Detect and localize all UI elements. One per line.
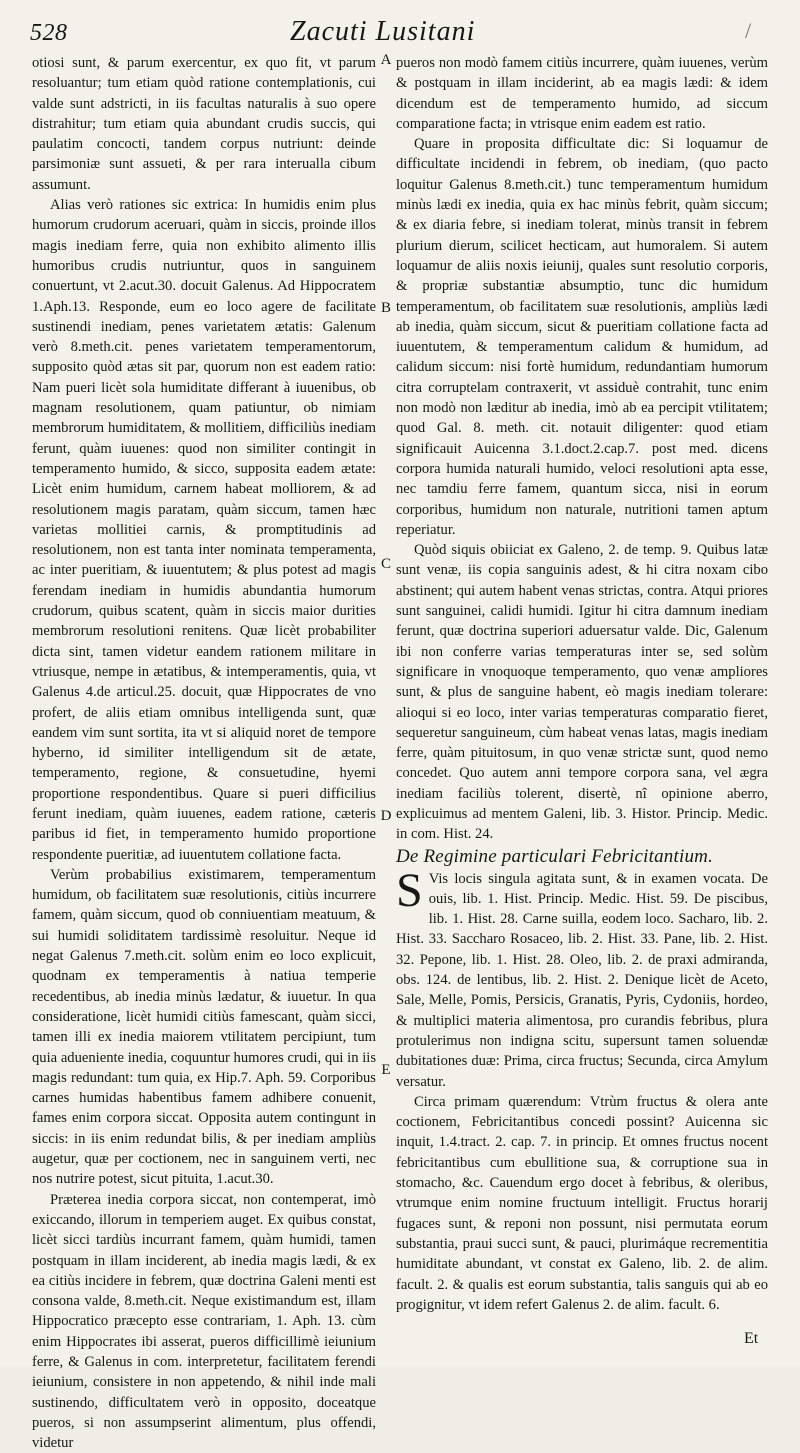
- margin-marker-a: A: [380, 52, 392, 68]
- margin-marker-d: D: [380, 808, 392, 824]
- left-paragraph: Alias verò rationes sic extrica: In humidis enim plus humorum crudorum aceruari, quàm in siccis, proinde illos magis inediam ferre, quia non exhibito alimento illis humoribus crudis nutriuntur, quos in sanguinem conuertunt, vt 2.acut.30. docuit Galenus. Ad Hippocratem 1.Aph.13. Responde, eum eo loco agere de facilitate sustinendi inediam, penes varietatem ætatis: Galenum verò 8.meth.cit. penes varietatem temperamentorum, supposito quòd ætas sit par, quorum non est eadem ratio: Nam pueri licèt sola humiditate differant à iuuenibus, ob magnam resolutionem, quam patiuntur, ob nimiam membrorum humiditatem, & mollitiem, difficiliùs inediam ferunt, quàm iuuenes: quod non similiter contingit in temperamento humido, & sicco, supposita eadem ætate: Licèt enim humidum, carnem habeat molliorem, & ad resolutionem magis paratam, quàm siccum, tamen hæc varietas mollitiei carnis, & promptitudinis ad resolutionem, non est tanta inter nominata temperamenta, ac inter pueritiam, & iuuentutem; & plus potest ad magis ferendam inediam in humidis abundantia humorum crudorum, quibus scatent, quàm in siccis maior durities membrorum resolutioni renitens. Quæ licèt probabiliter dicta sint, tamen videtur eandem rationem militare in vtriusque, nempe in ætatibus, & intemperamentis, quia, vt Galenus 4.de articul.25. docuit, quæ Hippocrates de vno profert, de aliis etiam omnibus intelligenda sunt, quæ eandem vim sunt sortita, ita vt si aliquid noret de tempore hyberno, id similiter intelligendum sit de ætate, temperamento, regione, & consuetudine, hyemi proportione respondentibus. Quare si pueri difficilius ferunt inediam, quàm iuuenes, eadem ratione, cæteris paribus id fiet, in temperamento humido proportione respondente pueritiæ, ad iuuentutem collatione facta.: [32, 197, 376, 863]
- right-paragraph: Circa primam quærendum: Vtrùm fructus & olera ante coctionem, Febricitantibus concedi possint? Auicenna sic inquit, 1.4.tract. 2. cap. 7. in princip. Et omnes fructus nocent febricitantibus cum ebullitione sua, & corruptione sua in stomacho, &c. Cauendum ergo docet à febribus, & oleribus, vtrumque enim nomine fructuum intelligit. Fructus horarij fugaces sunt, & reponi non possunt, nisi permutata eorum substantia, praui succi sunt, & pauci, plurimáque recrementitia humiditate abundant, vt constat ex Galeno, lib. 2. de alim. facult. 2. & qualis est eorum substantia, talis sanguis qui ab eo progignitur, vt idem refert Galenus 2. de alim. facult. 6.: [396, 1093, 768, 1313]
- margin-marker-c: C: [380, 556, 391, 572]
- page-number: 528: [30, 20, 68, 46]
- dropcap-paragraph: [396, 863, 768, 1092]
- corner-mark: /: [745, 18, 752, 43]
- left-column: [32, 53, 376, 1453]
- dropcap-letter: S: [396, 863, 423, 917]
- dropcap-paragraph-text: Vis locis singula agitata sunt, & in examen vocata. De ouis, lib. 1. Hist. Princip. Medic. Hist. 59. De piscibus, lib. 1. Hist. 28. Carne suilla, eodem loco. Sacharo, lib. 2. Hist. 33. Saccharo Rosaceo, lib. 2. Hist. 33. Pane, lib. 2. Hist. 32. Pepone, lib. 1. Hist. 28. Oleo, lib. 2. de praxi admiranda, obs. 124. de lentibus, lib. 2. Hist. 2. Denique licèt de Aceto, Sale, Melle, Pomis, Persicis, Granatis, Pyris, Cydoniis, hordeo, & multiplici materia alimentosa, pro curandis febribus, plura protulerimus non indigna scitu, supersunt tamen soluendæ dubitationes duæ: Prima, circa fructus; Secunda, circa Amylum versatur.: [396, 870, 768, 1090]
- catchword: Et: [744, 1330, 759, 1347]
- page-header: [0, 14, 800, 54]
- left-paragraph: Præterea inedia corpora siccat, non contemperat, imò exiccando, illorum in temperiem auget. Ex quibus constat, licèt sicci tardiùs incurrant famem, quàm humidi, tamen postquam in illam inciderent, ab inedia magis lædi, & ex ea citiùs incidere in febrem, quæ doctrina Galeni menti est consona valde, 8.meth.cit. Neque existimandum est, illam Hippocratico præcepto esse contrariam, 1. Aph. 13. cùm enim Hippocrates ibi asserat, pueros difficillimè ieiunium ferre, & Galenus in com. interpretetur, facilitatem ferendi ieiunium, consistere in non appetendo, & nihil inde mali sustinendo, difficultatem verò in opposito, doceatque pueros, si non assumpserint alimentum, plus offendi, videtur: [32, 1191, 376, 1452]
- section-heading: De Regimine particulari Febricitantium.: [396, 845, 714, 867]
- margin-marker-b: B: [380, 300, 391, 316]
- left-paragraph: Verùm probabilius existimarem, temperamentum humidum, ob facilitatem suæ resolutionis, citiùs incurrere famem, quàm siccum, quod ob conniuentiam meatuum, & sui humidi soliditatem tardissimè resoluitur. Neque id negat Galenus 7.meth.cit. solùm enim eo loco explicuit, quodnam ex temperamentis à natiua temperie recedentibus, ab inedia minùs lædatur, & iuuetur. In qua consideratione, licèt humidi citiùs famescant, quàm sicci, tamen illi ex inedia maiorem vtilitatem percipiunt, tum quia adueniente inedia, coquuntur humores crudi, qui in iis magis redundant: tum quia, ex Hip.7. Aph. 59. Corporibus carnes humidas habentibus famem adhibere conuenit, fames enim corpora siccat. Opposita autem contingunt in siccis: in iis enim redundat bilis, & per inediam ampliùs augetur, quæ per coctionem, nec in sanguinem verti, nec nos nutrire potest, sicut pituita, 1.acut.30.: [32, 866, 376, 1188]
- right-paragraph: Quòd siquis obiiciat ex Galeno, 2. de temp. 9. Quibus latæ sunt venæ, iis copia sanguinis adest, & hi citra noxam cibo abstinent; qui autem habent venas strictas, contra. Atqui priores sunt sanguinei, calidi humidi. Igitur hi citra damnum inediam ferunt, quæ doctrina superiori aduersatur valde. Dic, Galenum ibi non conferre varias temperaturas inter se, sed solùm significare in vnoquoque temperamento, quo venæ ampliores sunt, & plus de sanguine habent, eò magis inediam tolerare: alioqui si eo loco, inter varias temperaturas comparatio fieret, sequeretur sanguineum, cùm habeat venas latas, magis inediam ferre, quàm pituitosum, in quo venæ strictæ sunt, quod nemo concedet. Quo autem anni tempore corpora sana, vel ægra inediam faciliùs tolerent, disertè, nî opinione aberro, explicuimus ad mentem Galeni, lib. 3. Histor. Princip. Medic. in com. Hist. 24.: [396, 542, 768, 843]
- right-paragraph: Quare in proposita difficultate dic: Si loquamur de difficultate incidendi in febrem, ob inediam, (quo pacto loquitur Galenus 8.meth.cit.) tunc temperamentum humidum minùs lædi ex inedia, quia ex hac minùs febrit, quàm siccum; & ex diaria febre, si inediam tolerat, minùs transit in febrem plurium dierum, scilicet hecticam, aut humoralem. Si autem loquamur de aliis noxis ieiunij, quales sunt resolutio corporis, & propriæ substantiæ absumptio, tunc dic humidum temperamentum, ob facilitatem suæ resolutionis, ampliùs lædi ab inedia, quàm siccum, sicut & pueritiam collatione facta ad iuuentutem, & temperamentum calidum & humidum, ad calidum siccum: nisi fortè humidum, redundantiam humorum citra corruptelam contraxerit, vt assiduè contrahit, tunc enim non modò non læditur ab inedia, imò ab ea percipit vtilitatem; quod Gal. 8. meth. cit. notauit diligenter: quod etiam significauit Auicenna 3.1.doct.2.cap.7. post med. dicens corpora humida naturali humido, veloci resolutioni apta esse, nec tamdiu ferre famem, quantum sicca, nisi in eorum corporibus, humidum non naturale, nutritioni tamen aptum reperiatur.: [396, 136, 768, 538]
- right-paragraph: pueros non modò famem citiùs incurrere, quàm iuuenes, verùm & postquam in illam inciderint, ab ea magis lædi: & idem dicendum est de temperamento humido, ad siccum comparatione facta; in vtrisque enim eadem est ratio.: [396, 55, 768, 132]
- right-column: [396, 53, 768, 1315]
- left-paragraph: otiosi sunt, & parum exercentur, ex quo fit, vt parum resoluantur; tum etiam quòd ratione contemplationis, cui valde sunt adstricti, in iis facultas naturalis à suo opere distrahitur; tum etiam quia abundant crudis succis, qui paulatim concocti, tandem corpus nutriunt: deinde parsimoniæ sunt assueti, & per rara interualla cibum assumunt.: [32, 55, 376, 193]
- running-title: Zacuti Lusitani: [290, 16, 476, 47]
- margin-marker-e: E: [381, 1062, 391, 1078]
